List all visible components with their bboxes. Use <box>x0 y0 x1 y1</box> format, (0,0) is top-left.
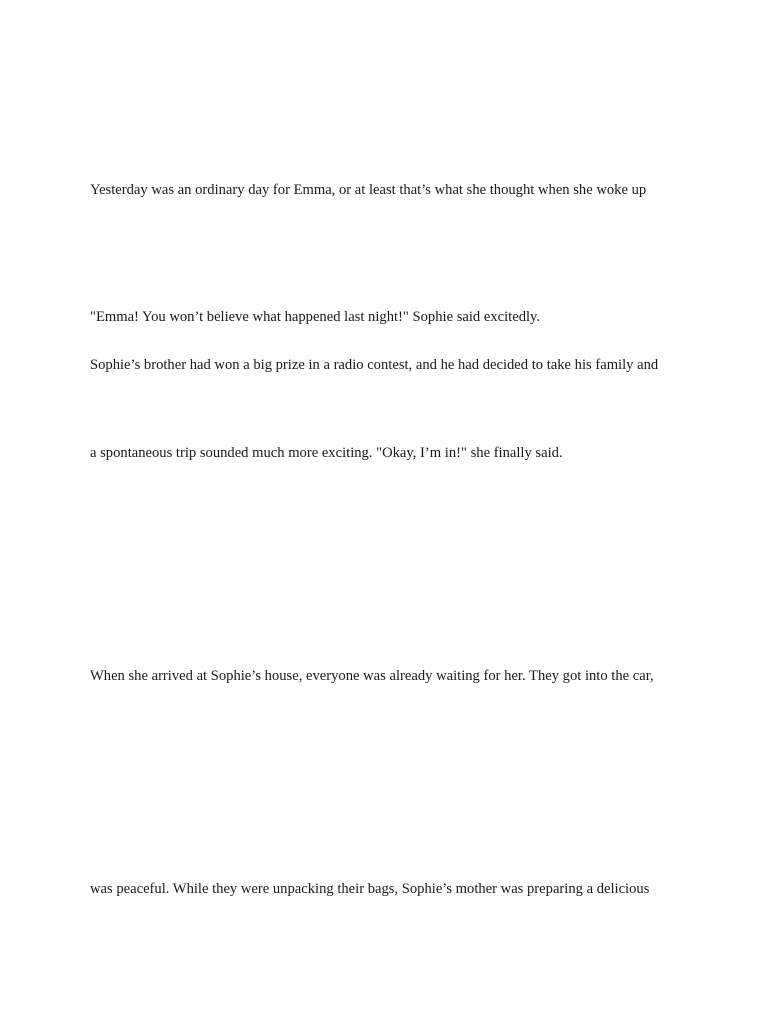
text-line: Yesterday was an ordinary day for Emma, or at least that’s what she thought when she woke up <box>90 182 647 198</box>
text-line: Sophie’s brother had won a big prize in a radio contest, and he had decided to take his family and <box>90 357 659 373</box>
text-line: a spontaneous trip sounded much more exciting. "Okay, I’m in!" she finally said. <box>90 445 563 461</box>
text-line: was peaceful. While they were unpacking their bags, Sophie’s mother was preparing a delicious <box>90 881 650 897</box>
text-line: When she arrived at Sophie’s house, everyone was already waiting for her. They got into the car, <box>90 668 654 684</box>
text-line: "Emma! You won’t believe what happened last night!" Sophie said excitedly. <box>90 309 541 325</box>
